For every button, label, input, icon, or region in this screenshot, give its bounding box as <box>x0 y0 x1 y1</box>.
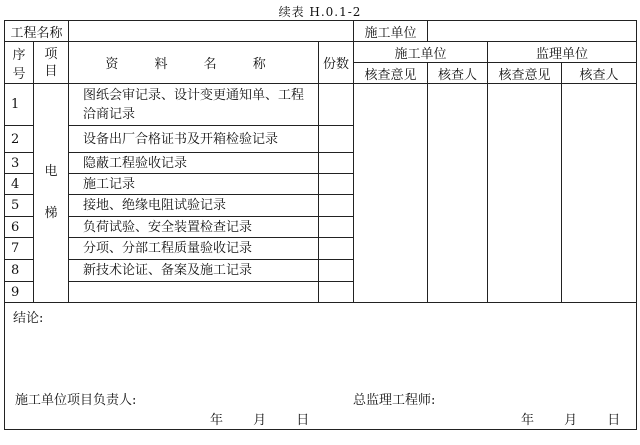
table-caption: 续表 H.0.1-2 <box>278 5 362 19</box>
row-number: 4 <box>5 174 34 195</box>
row-material-name: 设备出厂合格证书及开箱检验记录 <box>69 126 319 153</box>
row-number: 3 <box>5 153 34 174</box>
chief-supervisor-signature-label: 总监理工程师: <box>353 393 436 408</box>
row-number: 8 <box>5 260 34 282</box>
row-material-name <box>69 282 319 303</box>
copies-cell[interactable] <box>319 84 354 126</box>
row-number: 2 <box>5 126 34 153</box>
row-number: 7 <box>5 238 34 260</box>
subject-cell: 电梯 <box>34 84 69 303</box>
construction-unit-label: 施工单位 <box>354 21 428 42</box>
project-name-label: 工程名称 <box>5 21 69 42</box>
row-material-name: 分项、分部工程质量验收记录 <box>69 238 319 260</box>
row-material-name: 接地、绝缘电阻试验记录 <box>69 195 319 217</box>
material-name-header: 资 料 名 称 <box>69 42 319 84</box>
construction-unit-group-header: 施工单位 <box>354 42 488 63</box>
copies-cell[interactable] <box>319 260 354 282</box>
copies-cell[interactable] <box>319 153 354 174</box>
copies-header: 份数 <box>319 42 354 84</box>
supervision-reviewer-cell[interactable] <box>562 84 637 303</box>
item-header: 项目 <box>34 42 69 84</box>
construction-sign-date: 年 月 日 <box>210 413 310 428</box>
column-header-row-1 <box>5 42 637 63</box>
header-row <box>5 21 637 42</box>
inspection-record-table <box>4 20 637 430</box>
table-row <box>5 84 637 126</box>
copies-cell[interactable] <box>319 195 354 217</box>
copies-cell[interactable] <box>319 282 354 303</box>
supervisor-sign-date: 年 月 日 <box>521 413 621 428</box>
copies-cell[interactable] <box>319 126 354 153</box>
construction-manager-signature-label: 施工单位项目负责人: <box>15 393 137 408</box>
copies-cell[interactable] <box>319 238 354 260</box>
row-material-name: 负荷试验、安全装置检查记录 <box>69 217 319 238</box>
supervision-unit-group-header: 监理单位 <box>488 42 637 63</box>
construction-unit-field[interactable] <box>428 21 637 42</box>
row-number: 5 <box>5 195 34 217</box>
row-number: 9 <box>5 282 34 303</box>
construction-reviewer-cell[interactable] <box>428 84 488 303</box>
row-number: 1 <box>5 84 34 126</box>
row-number: 6 <box>5 217 34 238</box>
construction-reviewer-header: 核查人 <box>428 63 488 84</box>
supervision-reviewer-header: 核查人 <box>562 63 637 84</box>
row-material-name: 隐蔽工程验收记录 <box>69 153 319 174</box>
supervision-review-opinion-header: 核查意见 <box>488 63 562 84</box>
row-material-name: 施工记录 <box>69 174 319 195</box>
conclusion-row <box>5 303 637 430</box>
conclusion-cell[interactable] <box>5 303 637 430</box>
copies-cell[interactable] <box>319 217 354 238</box>
construction-opinion-cell[interactable] <box>354 84 428 303</box>
seq-header: 序号 <box>5 42 34 84</box>
copies-cell[interactable] <box>319 174 354 195</box>
row-material-name: 新技术论证、备案及施工记录 <box>69 260 319 282</box>
row-material-name: 图纸会审记录、设计变更通知单、工程洽商记录 <box>69 84 319 126</box>
supervision-opinion-cell[interactable] <box>488 84 562 303</box>
construction-review-opinion-header: 核查意见 <box>354 63 428 84</box>
conclusion-label: 结论: <box>13 311 44 326</box>
project-name-field[interactable] <box>69 21 354 42</box>
